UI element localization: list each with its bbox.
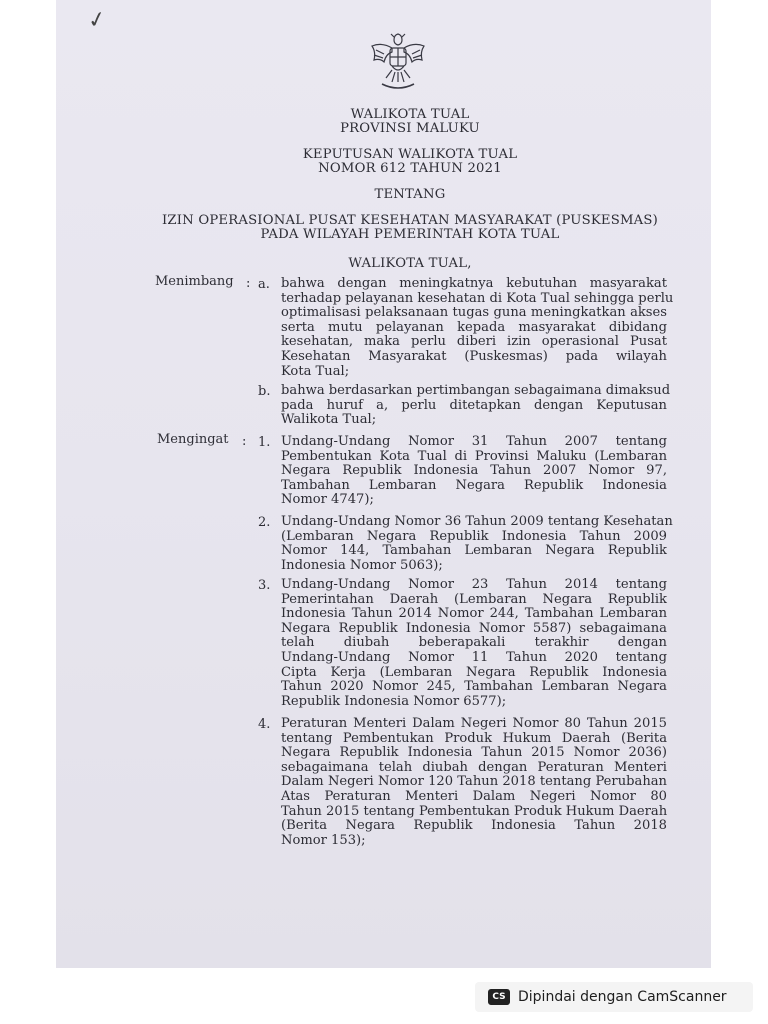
text-line: Nomor 153); [281,832,366,848]
mengingat-colon: : [242,434,247,449]
text-line: kesehatan, maka perlu diberi izin operasional Pusat [281,334,667,350]
text-line: bahwa dengan meningkatnya kebutuhan masyarakat [281,276,667,291]
text-line: optimalisasi pelaksanaan tugas guna meningkatkan akses [281,305,667,321]
decree-title: KEPUTUSAN WALIKOTA TUAL [302,147,518,162]
camscanner-watermark [475,982,753,1012]
mengingat-item-4 [281,717,667,848]
text-line: Nomor 144, Tambahan Lembaran Negara Republik [281,543,667,559]
menimbang-item-b [281,383,671,428]
garuda-emblem-icon [368,28,428,94]
text-line: Republik Indonesia Nomor 6577); [281,693,507,709]
mengingat-item-3 [281,578,667,709]
text-line: Undang-Undang Nomor 11 Tahun 2020 tentang [281,649,667,665]
subject-line2: PADA WILAYAH PEMERINTAH KOTA TUAL [260,227,560,242]
mengingat-marker-1: 1. [258,435,271,450]
text-line: Nomor 4747); [281,492,374,508]
camscanner-logo-icon: CS [488,989,510,1005]
text-line: Undang-Undang Nomor 36 Tahun 2009 tentang Kesehatan [281,514,673,529]
menimbang-marker-b: b. [258,384,271,399]
authority-line1: WALIKOTA TUAL [350,107,470,122]
text-line: serta mutu pelayanan kepada masyarakat dibidang [281,319,667,335]
mayor-heading: WALIKOTA TUAL, [348,256,472,271]
text-line: Pemerintahan Daerah (Lembaran Negara Republik [281,591,667,607]
text-line: Undang-Undang Nomor 23 Tahun 2014 tentang [281,577,667,592]
text-line: telah diubah beberapakali terakhir dengan [281,635,667,651]
text-line: bahwa berdasarkan pertimbangan sebagaimana dimaksud [281,383,671,398]
mengingat-label: Mengingat [157,432,229,447]
text-line: Tambahan Lembaran Negara Republik Indonesia [281,477,667,493]
subject-line1: IZIN OPERASIONAL PUSAT KESEHATAN MASYARAKAT (PUSKESMAS) [162,213,658,228]
text-line: Walikota Tual; [281,412,377,428]
text-line: Indonesia Nomor 5063); [281,557,443,573]
text-line: Indonesia Tahun 2014 Nomor 244, Tambahan Lembaran [281,606,667,622]
text-line: Dalam Negeri Nomor 120 Tahun 2018 tentang Perubahan [281,774,667,790]
text-line: tentang Pembentukan Produk Hukum Daerah (Berita [281,730,667,746]
text-line: pada huruf a, perlu ditetapkan dengan Keputusan [281,397,667,413]
text-line: Negara Republik Indonesia Tahun 2015 Nomor 2036) [281,745,667,761]
text-line: Pembentukan Kota Tual di Provinsi Maluku (Lembaran [281,448,667,464]
text-line: Tahun 2020 Nomor 245, Tambahan Lembaran Negara [281,679,667,695]
text-line: Kota Tual; [281,363,350,379]
text-line: Peraturan Menteri Dalam Negeri Nomor 80 Tahun 2015 [281,716,667,731]
tentang-heading: TENTANG [374,187,446,202]
text-line: (Berita Negara Republik Indonesia Tahun 2018 [281,818,667,834]
text-line: Negara Republik Indonesia Nomor 5587) sebagaimana [281,620,667,636]
decree-number: NOMOR 612 TAHUN 2021 [318,161,502,176]
pen-check-mark: ✓ [85,6,109,35]
menimbang-item-a [281,276,674,379]
text-line: Cipta Kerja (Lembaran Negara Republik Indonesia [281,664,667,680]
camscanner-label: Dipindai dengan CamScanner [518,989,727,1005]
text-line: terhadap pelayanan kesehatan di Kota Tual sehingga perlu [281,290,674,306]
mengingat-marker-4: 4. [258,717,271,732]
menimbang-colon: : [246,276,251,291]
mengingat-item-1 [281,435,667,508]
menimbang-marker-a: a. [258,277,270,292]
text-line: Atas Peraturan Menteri Dalam Negeri Nomor 80 [281,788,667,804]
mengingat-item-2 [281,514,673,573]
text-line: (Lembaran Negara Republik Indonesia Tahun 2009 [281,528,667,544]
menimbang-label: Menimbang [155,274,234,289]
text-line: Negara Republik Indonesia Tahun 2007 Nomor 97, [281,463,667,479]
mengingat-marker-3: 3. [258,578,271,593]
text-line: Undang-Undang Nomor 31 Tahun 2007 tentang [281,434,667,449]
text-line: sebagaimana telah diubah dengan Peraturan Menteri [281,759,667,775]
authority-line2: PROVINSI MALUKU [340,121,480,136]
text-line: Tahun 2015 tentang Pembentukan Produk Hukum Daerah [281,803,668,819]
text-line: Kesehatan Masyarakat (Puskesmas) pada wilayah [281,348,667,364]
mengingat-marker-2: 2. [258,515,271,530]
